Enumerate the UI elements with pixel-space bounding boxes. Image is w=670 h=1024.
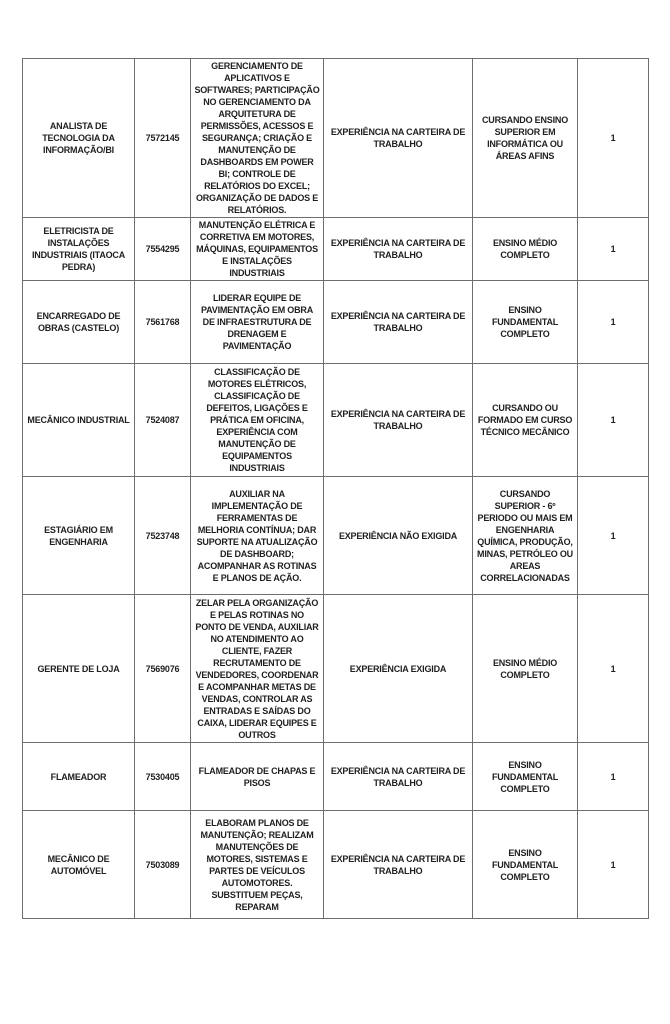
experience-cell: EXPERIÊNCIA NA CARTEIRA DE TRABALHO xyxy=(324,811,473,919)
openings-cell: 1 xyxy=(578,477,649,595)
experience-cell: EXPERIÊNCIA NA CARTEIRA DE TRABALHO xyxy=(324,281,473,364)
education-cell: CURSANDO ENSINO SUPERIOR EM INFORMÁTICA OU ÁREAS AFINS xyxy=(473,59,578,218)
education-cell: ENSINO FUNDAMENTAL COMPLETO xyxy=(473,811,578,919)
job-title-cell: FLAMEADOR xyxy=(23,743,135,811)
job-description-cell: ZELAR PELA ORGANIZAÇÃO E PELAS ROTINAS NO PONTO DE VENDA, AUXILIAR NO ATENDIMENTO AO CLIENTE, FAZER RECRUTAMENTO DE VENDEDORES, COORDENAR E ACOMPANHAR METAS DE VENDAS, CONTROLAR AS ENTRADAS E SAÍDAS DO CAIXA, LIDERAR EQUIPES E OUTROS xyxy=(191,595,324,743)
job-description-cell: AUXILIAR NA IMPLEMENTAÇÃO DE FERRAMENTAS DE MELHORIA CONTÍNUA; DAR SUPORTE NA ATUALIZAÇÃO DE DASHBOARD; ACOMPANHAR AS ROTINAS E PLANOS DE AÇÃO. xyxy=(191,477,324,595)
job-description-cell: MANUTENÇÃO ELÉTRICA E CORRETIVA EM MOTORES, MÁQUINAS, EQUIPAMENTOS E INSTALAÇÕES INDUSTRIAIS xyxy=(191,218,324,281)
openings-cell: 1 xyxy=(578,595,649,743)
job-title-cell: MECÂNICO DE AUTOMÓVEL xyxy=(23,811,135,919)
openings-cell: 1 xyxy=(578,743,649,811)
table-row xyxy=(23,59,649,218)
job-code-cell: 7503089 xyxy=(135,811,191,919)
experience-cell: EXPERIÊNCIA NÃO EXIGIDA xyxy=(324,477,473,595)
table-row xyxy=(23,281,649,364)
job-title-cell: MECÂNICO INDUSTRIAL xyxy=(23,364,135,477)
education-cell: ENSINO FUNDAMENTAL COMPLETO xyxy=(473,281,578,364)
experience-cell: EXPERIÊNCIA NA CARTEIRA DE TRABALHO xyxy=(324,59,473,218)
job-description-cell: LIDERAR EQUIPE DE PAVIMENTAÇÃO EM OBRA DE INFRAESTRUTURA DE DRENAGEM E PAVIMENTAÇÃO xyxy=(191,281,324,364)
job-code-cell: 7554295 xyxy=(135,218,191,281)
openings-cell: 1 xyxy=(578,811,649,919)
job-description-cell: CLASSIFICAÇÃO DE MOTORES ELÉTRICOS, CLASSIFICAÇÃO DE DEFEITOS, LIGAÇÕES E PRÁTICA EM OFICINA, EXPERIÊNCIA COM MANUTENÇÃO DE EQUIPAMENTOS INDUSTRIAIS xyxy=(191,364,324,477)
openings-cell: 1 xyxy=(578,364,649,477)
table-row xyxy=(23,477,649,595)
job-title-cell: ESTAGIÁRIO EM ENGENHARIA xyxy=(23,477,135,595)
job-title-cell: ANALISTA DE TECNOLOGIA DA INFORMAÇÃO/BI xyxy=(23,59,135,218)
job-code-cell: 7524087 xyxy=(135,364,191,477)
job-code-cell: 7569076 xyxy=(135,595,191,743)
job-description-cell: GERENCIAMENTO DE APLICATIVOS E SOFTWARES; PARTICIPAÇÃO NO GERENCIAMENTO DA ARQUITETURA DE PERMISSÕES, ACESSOS E SEGURANÇA; CRIAÇÃO E MANUTENÇÃO DE DASHBOARDS EM POWER BI; CONTROLE DE RELATÓRIOS DO EXCEL; ORGANIZAÇÃO DE DADOS E RELATÓRIOS. xyxy=(191,59,324,218)
job-code-cell: 7561768 xyxy=(135,281,191,364)
job-vacancies-table xyxy=(22,58,649,919)
education-cell: CURSANDO SUPERIOR - 6º PERIODO OU MAIS EM ENGENHARIA QUÍMICA, PRODUÇÃO, MINAS, PETRÓLEO OU AREAS CORRELACIONADAS xyxy=(473,477,578,595)
table-row xyxy=(23,811,649,919)
openings-cell: 1 xyxy=(578,59,649,218)
experience-cell: EXPERIÊNCIA NA CARTEIRA DE TRABALHO xyxy=(324,743,473,811)
job-code-cell: 7530405 xyxy=(135,743,191,811)
table-row xyxy=(23,743,649,811)
education-cell: CURSANDO OU FORMADO EM CURSO TÉCNICO MECÂNICO xyxy=(473,364,578,477)
table-row xyxy=(23,595,649,743)
education-cell: ENSINO FUNDAMENTAL COMPLETO xyxy=(473,743,578,811)
experience-cell: EXPERIÊNCIA NA CARTEIRA DE TRABALHO xyxy=(324,364,473,477)
experience-cell: EXPERIÊNCIA NA CARTEIRA DE TRABALHO xyxy=(324,218,473,281)
openings-cell: 1 xyxy=(578,218,649,281)
openings-cell: 1 xyxy=(578,281,649,364)
job-title-cell: GERENTE DE LOJA xyxy=(23,595,135,743)
job-title-cell: ELETRICISTA DE INSTALAÇÕES INDUSTRIAIS (ITAOCA PEDRA) xyxy=(23,218,135,281)
job-title-cell: ENCARREGADO DE OBRAS (CASTELO) xyxy=(23,281,135,364)
job-description-cell: FLAMEADOR DE CHAPAS E PISOS xyxy=(191,743,324,811)
table-row xyxy=(23,218,649,281)
experience-cell: EXPERIÊNCIA EXIGIDA xyxy=(324,595,473,743)
education-cell: ENSINO MÉDIO COMPLETO xyxy=(473,595,578,743)
job-code-cell: 7572145 xyxy=(135,59,191,218)
job-code-cell: 7523748 xyxy=(135,477,191,595)
table-row xyxy=(23,364,649,477)
job-description-cell: ELABORAM PLANOS DE MANUTENÇÃO; REALIZAM MANUTENÇÕES DE MOTORES, SISTEMAS E PARTES DE VEÍCULOS AUTOMOTORES. SUBSTITUEM PEÇAS, REPARAM xyxy=(191,811,324,919)
education-cell: ENSINO MÉDIO COMPLETO xyxy=(473,218,578,281)
